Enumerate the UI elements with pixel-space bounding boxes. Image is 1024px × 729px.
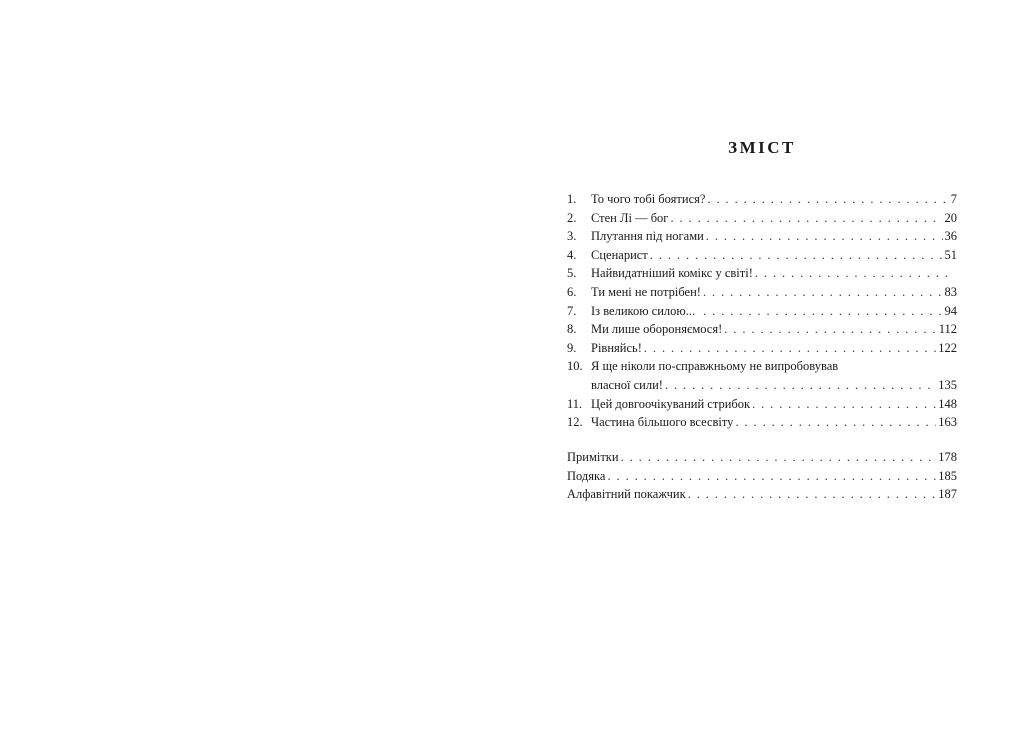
toc-entry-chapter-5 [567,264,957,283]
page-number: 148 [938,396,957,411]
toc-entry-index [567,485,957,504]
chapter-number: 6. [567,284,577,299]
dot-leader [703,302,942,321]
toc-entry-chapter-9 [567,339,957,358]
chapter-number: 4. [567,247,577,262]
chapter-number: 9. [567,340,577,355]
chapter-title: Із великою силою... [591,303,696,318]
chapter-title: Стен Лі — бог [591,210,669,225]
chapter-title: Найвидатніший комікс у світі! [591,266,753,281]
chapter-title: То чого тобі боятися? [591,192,706,206]
dot-leader [707,190,948,209]
chapter-title: Ми лише обороняємося! [591,322,723,337]
toc-page [567,0,957,729]
chapter-number: 5. [567,266,577,281]
chapter-title: Сценарист [591,247,648,262]
section-title: Алфавітний покажчик [567,487,686,502]
toc-entry-chapter-6 [567,283,957,302]
page-number: 51 [944,247,957,262]
toc-entry-chapter-8 [567,320,957,339]
dot-leader [706,227,943,246]
chapter-number: 12. [567,415,583,430]
chapter-number: 10. [567,359,583,374]
toc-title: ЗМІСТ [728,138,796,157]
chapter-title: Частина більшого всесвіту [591,415,734,430]
toc-entry-chapter-2 [567,209,957,228]
section-title: Подяка [567,468,606,483]
dot-leader [703,283,943,302]
toc-entry-chapter-7 [567,302,957,321]
dot-leader [755,264,951,283]
chapter-number: 1. [567,192,577,206]
chapter-number: 7. [567,303,577,318]
chapter-title-line-2: власної сили! [591,377,663,392]
toc-entry-chapter-1 [567,190,957,209]
chapter-title: Ти мені не потрібен! [591,284,701,299]
chapter-title: Плутання під ногами [591,229,704,244]
dot-leader [670,209,942,228]
dot-leader [650,246,943,265]
chapter-title: Рівняйсь! [591,340,642,355]
page-number: 7 [950,192,957,206]
dot-leader [621,448,937,467]
page-number: 187 [938,487,957,502]
back-matter-list [567,448,957,504]
dot-leader [607,467,936,486]
page-number: 94 [944,303,957,318]
page-number: 122 [938,340,957,355]
page-number: 185 [938,468,957,483]
chapter-title: Цей довгоочікуваний стрибок [591,396,751,411]
chapter-number: 2. [567,210,577,225]
toc-entry-notes [567,448,957,467]
toc-entry-acknowledgements [567,467,957,486]
chapter-number: 11. [567,396,583,411]
page-number: 135 [938,377,957,392]
chapter-number: 8. [567,322,577,337]
chapter-list [567,190,957,432]
page-number: 112 [938,322,957,337]
chapter-number: 3. [567,229,577,244]
toc-entry-chapter-4 [567,246,957,265]
dot-leader [752,395,936,414]
page-number: 178 [938,450,957,464]
toc-entry-chapter-3 [567,227,957,246]
dot-leader [665,376,936,395]
toc-entry-chapter-12 [567,413,957,432]
page-number: 36 [944,229,957,244]
section-title: Примітки [567,450,619,464]
dot-leader [688,485,937,504]
dot-leader [735,413,936,432]
page-number: 20 [944,210,957,225]
chapter-title-line-1: Я ще ніколи по-справжньому не випробовував [591,359,839,374]
dot-leader [644,339,936,358]
page-number: 83 [944,284,957,299]
toc-entry-chapter-10 [567,357,957,394]
toc-entry-chapter-11 [567,395,957,414]
dot-leader [724,320,936,339]
page-number: 163 [938,415,957,430]
